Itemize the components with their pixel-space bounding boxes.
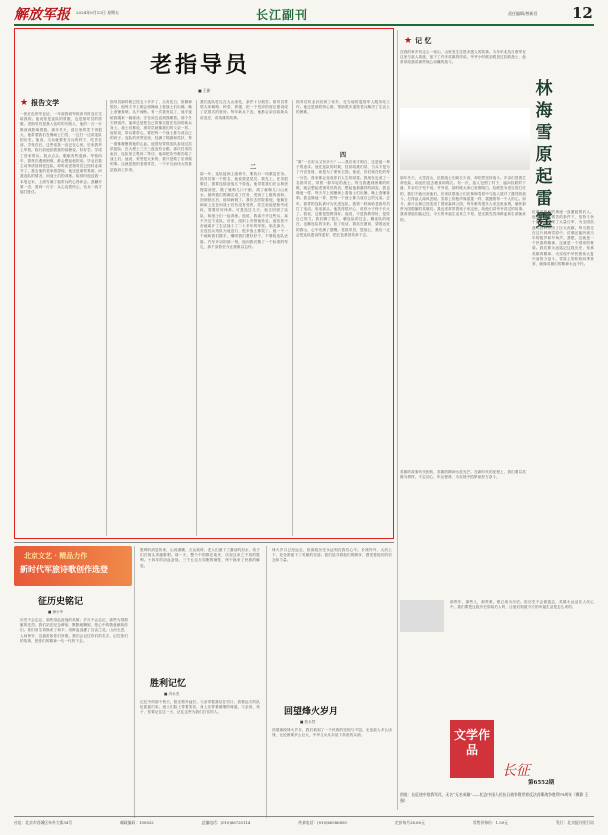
poem-author: ■ 张永然 bbox=[300, 720, 316, 724]
poem-body: 记忆中的那个秋天，阳光格外灿烂。父亲带着我站在村口，看着远方的队伍凯旋归来。战士们脸上带着笑容，身上还带着硝烟的味道。父亲说，孩子，你要记住这一天，记住这些为我们打仗的人。 bbox=[140, 700, 260, 715]
photo-caption: 图说：长征途中敌我军民，无名“无名英雄”——纪念中国人民抗日战争暨世界反法西斯战争胜利79周年（摄影 王强） bbox=[400, 792, 589, 803]
star-icon: ★ bbox=[20, 98, 29, 108]
column-divider bbox=[196, 100, 197, 536]
poem-author: ■ 徐小中 bbox=[48, 610, 64, 614]
bottom-photo bbox=[400, 600, 444, 632]
memory-body: 那年冬天，大雪封山，抗联战士们缺衣少食，却依然坚持战斗。乡亲们冒着生命危险，给他们送去粮食和棉衣。有一次，敌人包围了村子，逼问抗联的下落，乡亲们宁死不说。爷爷说，那时候大家心里都明白，抗联是为老百姓打仗的，我们不能出卖他们。后来抗联战士们在林海雪原中与敌人展开了激烈的战斗，打得敌人闻风丧胆。雪原上的枪声像雷霆一样，震撼着每一个人的心。如今，那片山林已经变成了国家森林公园，每年都有很多人来这里参观，缅怀那些为国捐躯的英雄们。我也常常带着孩子来这里，给他们讲爷爷讲过的故事。我希望他们能记住，今天的幸福生活来之不易，是无数先烈用鲜血和生命换来的。 bbox=[400, 176, 526, 222]
footer-address: 社址：北京市西城区阜外大街34号 bbox=[14, 820, 72, 825]
article-body-column: 那一年，连队接到上级命令，要执行一项紧急任务。指导员第一个报名，他说我是党员，我先上。任务很艰巨，需要连续奋战几个昼夜。他带着我们在山林里搜索前进，饿了就啃几口干粮，渴了就喝几口山泉水。最终我们圆满完成了任务，受到了上级的表彰。回到营区后，他却病倒了。我们去医院看他，他躺在病床上还在问战士们有没有受伤。医生说他是积劳成疾，需要好好休养。可是没过几天，他又回到了连队，和战士们一起训练。他说，我离不开这些兵，离不开这个连队。后来，组织上安排他转业，他依依不舍地离开了生活战斗了二十多年的军营。临走那天，全连官兵列队为他送行，很多战士都哭了。他一个一个地和我们握手，嘱咐我们要好好干，不要给连队丢脸。汽车开动的那一刻，他向我们敬了一个标准的军礼，那个身影至今让我难以忘怀。 bbox=[200, 172, 288, 249]
article-author: ■ 王新 bbox=[198, 88, 211, 93]
memory-body: 那些年，那些人，那些事，都已成为历史。但历史不会被遗忘，英雄永远活在人民心中。我们要把这段历史讲给后人听，让他们知道今天的幸福生活是怎么来的。 bbox=[450, 600, 594, 610]
article-title: 老指导员 bbox=[150, 52, 251, 78]
poem-body: 烽火岁月已经远去，但那段历史永远刻在我们心中。长城内外，大河上下，处处都留下了英雄的足迹。我们追寻着他们的脚步，感受着他们的信念和力量。 bbox=[272, 548, 392, 563]
memory-body: 在我的家乡有这么一座山，山里发生过很多感人的故事。当年东北抗日联军在这里与敌人周旋，留下了许多英雄的传说。爷爷小时候亲眼见过抗联战士，他常常给我讲那些惊心动魄的战斗。 bbox=[400, 50, 526, 65]
footer-price: 定价每月28.60元 bbox=[394, 820, 425, 825]
footer-fax: 传真电话：(010)66586850 bbox=[298, 820, 347, 825]
section-title: 长江副刊 bbox=[256, 8, 309, 22]
article-body-column: 指导员那时候已经五十多岁了，头发花白，但精神很好。他每天早上都会到操场上看战士们出操，晚上查铺查哨，从不间断。有一次我发烧了，他半夜给我端来一碗姜汤，守在床边直到我睡着。那个冬天特别冷，他却总是把自己的棉衣披在站岗的新兵身上。战士们都说，指导员就像我们的父亲一样。他常说，带兵要带心，要把每一个战士都当成自己的孩子。连队的荣誉室里，挂满了锦旗和奖状，每一面都凝聚着他的心血。他曾经带领连队参加过抗洪抢险，在大堤上三天三夜没有合眼。那次任务结束后，连队荣立集体二等功，他却把功劳都归给了战士们。他说，荣誉是大家的，我只是做了应该做的事。这就是我的老指导员，一个平凡而伟大的基层政治工作者。 bbox=[110, 100, 192, 172]
footer bbox=[14, 820, 594, 826]
memory-body: 抗联英雄们的事迹一直激励着后人。他们在极其艰苦的条件下，坚持斗争十四年，牵制了大量日军，为全国抗战的胜利作出了巨大贡献。每当我走在这片林海雪原中，仿佛还能听到当年的枪声和号角声。我想，这就是一个民族的精神，这就是一个国家的脊梁。我们要永远铭记这段历史，传承英雄的精神，为实现中华民族伟大复兴而努力奋斗。雪原上的松柏四季常青，就像英雄们的精神永远不朽。 bbox=[532, 210, 594, 267]
footer-postcode: 邮政编码：100832 bbox=[120, 820, 154, 825]
section-tag-label: 报告文学 bbox=[31, 98, 60, 107]
article-body-column: 一张红色的毕业证，一年前我到军校读书时连长交给我的。他说你是连队的骄傲，也是指导员的骄傲。老指导员是我入伍时的引路人，他的一言一行都深深影响着我。那年冬天，营区里的雪下得很大，他带着我们在操场上扫雪，一边扫一边讲连队的历史。他说，当兵就要有当兵的样子，吃苦在前，享受在后。这些话我一直记在心里。后来我考上军校，临行前他拍着我的肩膀说，好好学，学成了回来带兵。我点点头，眼眶有些湿润。军校四年，我每次遇到困难，都会想起他的话。毕业后我主动申请回到老连队，却听说老指导员已经转业离开了。我去他的老家看望他，他还是那样爽朗，问我连队的情况，问战士们的训练。临别时他送我一本笔记本，上面写满了他带兵的心得体会。我翻开第一页，看到一行字：兵心连着民心，官兵一致才能打胜仗。 bbox=[20, 112, 102, 195]
poem-author: ■ 冯永杰 bbox=[164, 692, 180, 696]
star-icon: ★ bbox=[404, 36, 413, 46]
memory-title: 林海雪原起雷霆 bbox=[535, 79, 553, 231]
memory-body: 英雄的故事代代相传，英雄的精神永放光芒。在新时代的征程上，我们要以英雄为榜样，不忘初心，牢记使命，为实现中国梦而努力奋斗。 bbox=[400, 470, 526, 480]
memory-photo bbox=[400, 108, 530, 170]
newspaper-logo: 解放军报 bbox=[14, 7, 70, 23]
poem-title: 征历史铭记 bbox=[38, 597, 84, 607]
page-number: 12 bbox=[572, 4, 593, 22]
section-tag-memory bbox=[404, 36, 432, 46]
poem-title: 回望烽火岁月 bbox=[284, 707, 339, 717]
subsection-number: 二 bbox=[250, 164, 257, 171]
issue-date: 2024年9月13日 星期五 bbox=[76, 10, 120, 15]
article-body-column: 指导员转业后回到了家乡，在当地的退役军人服务站工作。他还是那样热心肠，帮助很多退役老兵解决了生活上的困难。 bbox=[296, 100, 390, 115]
column-divider bbox=[266, 546, 267, 818]
poem-body: 历史不会忘记，那些浴血奋战的英雄；岁月不会忘记，那些为国捐躯的先烈。我们站在纪念碑前，默默地鞠躬，把心中的敬意献给你们。你们用生命换来了和平，用鲜血浇灌了自由之花。山河无恙，人间皆安，这盛世如你们所愿。我们会记住你们的名字，记住你们的故事，把你们的精神一代一代传下去。 bbox=[20, 618, 128, 643]
poem-body: 胜利的消息传来，山河沸腾，万众欢呼。老人们流下了激动的泪水，孩子们在街头奔跑歌唱。那一天，整个中国都在欢庆，庆祝这来之不易的胜利。十四年的浴血奋战，三千五百万同胞的牺牲，终于换来了民族的解放。 bbox=[140, 548, 260, 568]
promo-banner bbox=[14, 546, 132, 586]
wenxue-signature: 长征 bbox=[502, 763, 530, 779]
promo-line-1: 北京文艺 · 精品力作 bbox=[24, 551, 88, 560]
article-body-column: “做”一名好兵又有多少？——我后来才明白，这是他一辈子的追求。他在连队的时候，经常给我们讲，当兵不是为了升官发财，而是为了保家卫国。他说，你们现在吃的每一分苦，将来都会变成你们人生的财富。我现在也成了一名指导员，带着一群年轻的战士。每当我遇到困难的时候，就会想起老指导员的话，想起他那慈祥的面容。我也像他一样，每天早上到操场上看战士们出操，晚上查铺查哨。我也像他一样，把每一个战士都当成自己的兄弟。去年，我带的连队被评为先进连队，我第一时间给老指导员打了电话。电话那头，他笑得很开心，说你小子终于长大了。我说，这都是您教得好。他说，不是我教得好，是你自己努力。我们聊了很久，聊连队的过去，聊连队的现在，也聊连队的未来。挂了电话，我站在窗前，望着远处的群山，心中充满了感慨。老指导员，您放心，我们一定会把连队建设得更好，把红色基因传承下去。 bbox=[296, 160, 390, 237]
footer-rule bbox=[14, 816, 594, 817]
column-divider bbox=[106, 100, 107, 536]
article-body-column: 我们连队驻扎在大山深处，条件十分艰苦。指导员带领大家修路、种菜、养猪，把一个荒凉的营区建设成了花园式的营房。每年新兵下连，他都会亲自给新兵讲连史，讲英雄的故事。 bbox=[200, 100, 288, 120]
editor-credit: 责任编辑/曾新君 bbox=[508, 11, 538, 16]
column-divider bbox=[397, 30, 398, 810]
column-divider bbox=[292, 100, 293, 536]
section-divider bbox=[14, 542, 394, 543]
section-tag-report bbox=[20, 98, 59, 108]
column-divider bbox=[134, 546, 135, 818]
subsection-number: 四 bbox=[340, 152, 347, 159]
footer-phone: 总编电话：(010)66720114 bbox=[201, 820, 251, 825]
wenxue-badge: 文学作品 bbox=[450, 720, 494, 778]
section-tag-label: 记 忆 bbox=[415, 36, 432, 45]
promo-line-2: 新时代军旅诗歌创作选登 bbox=[20, 564, 108, 574]
poem-title: 胜利记忆 bbox=[150, 679, 187, 689]
header-rule bbox=[14, 24, 594, 26]
footer-print: 零售价每份：1.50元 bbox=[472, 820, 508, 825]
poem-body: 回望那段烽火岁月，我们看到了一个民族的坚韧与不屈。无论敌人多么凶残，无论困难多么巨大，中华儿女从未低下高贵的头颅。 bbox=[272, 728, 392, 738]
issue-number: 第6552期 bbox=[528, 780, 555, 786]
footer-distribution: 发行：北京报刊发行局 bbox=[556, 820, 594, 825]
